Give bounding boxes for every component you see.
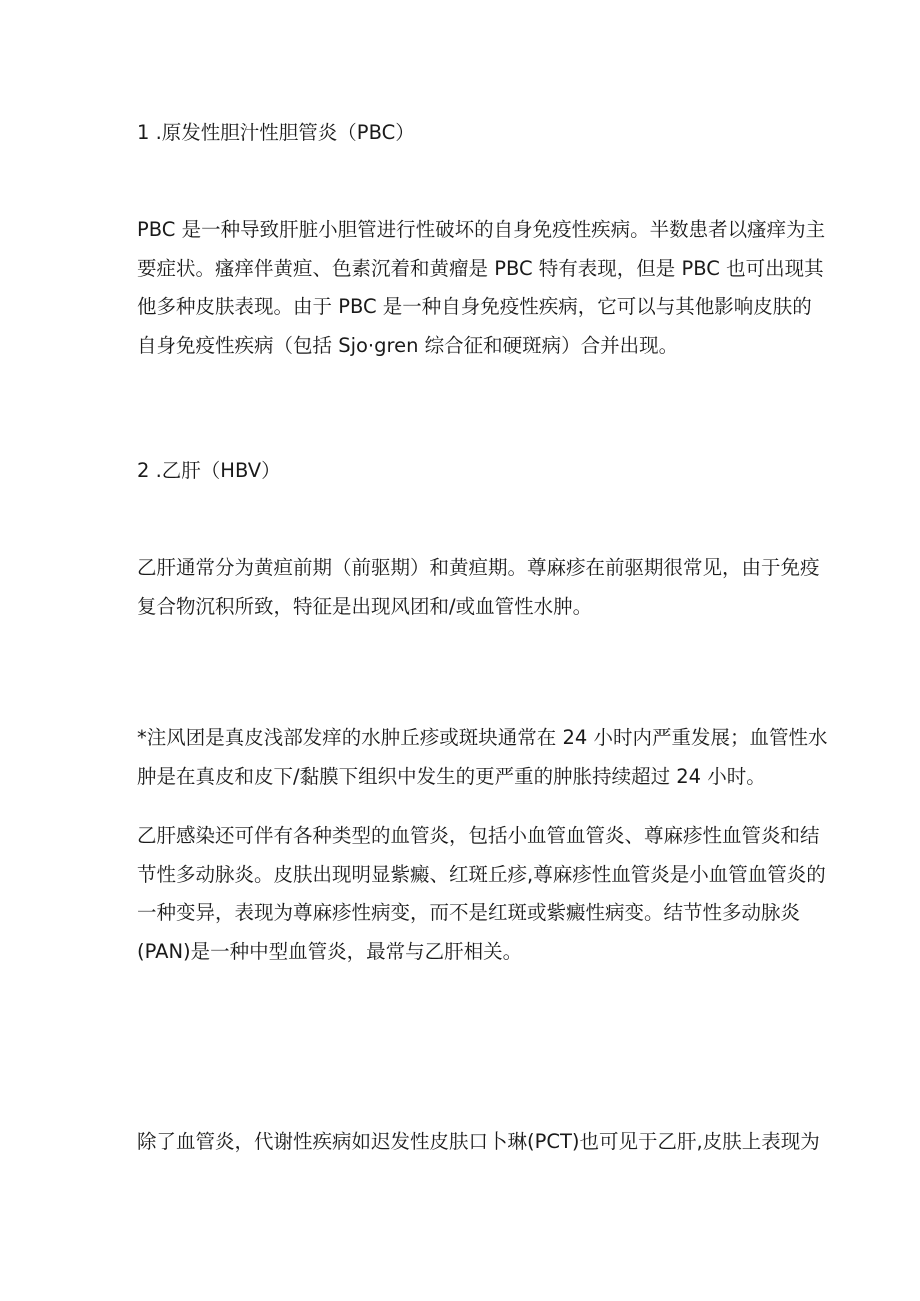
text-line: *注风团是真皮浅部发痒的水肿丘疹或斑块通常在 24 小时内严重发展；血管性水 bbox=[137, 726, 828, 749]
text-line: PBC 是一种导致肝脏小胆管进行性破坏的自身免疫性疾病。半数患者以瘙痒为主 bbox=[137, 218, 826, 241]
text-line: 肿是在真皮和皮下/黏膜下组织中发生的更严重的肿胀持续超过 24 小时。 bbox=[137, 764, 766, 788]
paragraph-hbv-metabolic bbox=[137, 1123, 820, 1162]
paragraph-pbc-overview bbox=[137, 211, 826, 366]
section-heading-pbc: 1 .原发性胆汁性胆管炎（PBC） bbox=[137, 121, 415, 144]
text-line: 除了血管炎，代谢性疾病如迟发性皮肤口卜琳(PCT)也可见于乙肝,皮肤上表现为 bbox=[137, 1130, 820, 1153]
text-line: 他多种皮肤表现。由于 PBC 是一种自身免疫性疾病，它可以与其他影响皮肤的 bbox=[137, 295, 812, 319]
text-line: 乙肝通常分为黄疸前期（前驱期）和黄疸期。尊麻疹在前驱期很常见，由于免疫 bbox=[137, 556, 820, 579]
text-line: 节性多动脉炎。皮肤出现明显紫癜、红斑丘疹,尊麻疹性血管炎是小血管血管炎的 bbox=[137, 862, 826, 886]
paragraph-note-wheal bbox=[137, 719, 828, 796]
text-line: 乙肝感染还可伴有各种类型的血管炎，包括小血管血管炎、尊麻疹性血管炎和结 bbox=[137, 824, 820, 847]
text-line: (PAN)是一种中型血管炎，最常与乙肝相关。 bbox=[137, 940, 523, 964]
paragraph-hbv-phases bbox=[137, 549, 820, 626]
text-line: 复合物沉积所致，特征是出现风团和/或血管性水肿。 bbox=[137, 594, 593, 618]
text-line: 要症状。瘙痒伴黄疸、色素沉着和黄瘤是 PBC 特有表现，但是 PBC 也可出现其 bbox=[137, 256, 824, 280]
text-line: 一种变异，表现为尊麻疹性病变，而不是红斑或紫癜性病变。结节性多动脉炎 bbox=[137, 901, 801, 925]
text-line: 自身免疫性疾病（包括 Sjo·gren 综合征和硬斑病）合并出现。 bbox=[137, 334, 679, 358]
section-heading-hbv: 2 .乙肝（HBV） bbox=[137, 459, 281, 482]
paragraph-hbv-vasculitis bbox=[137, 817, 826, 972]
